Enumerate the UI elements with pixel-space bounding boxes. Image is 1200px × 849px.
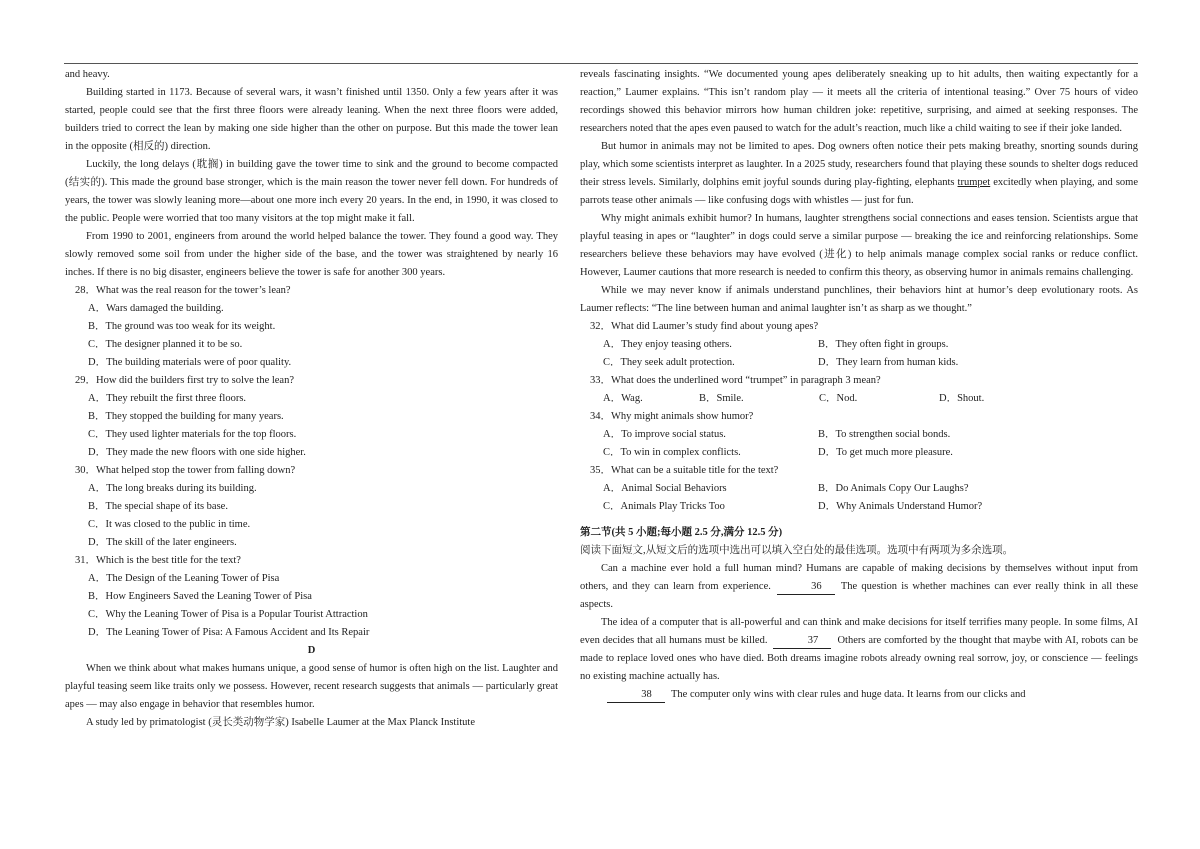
passage-d-paragraph-1: When we think about what makes humans unique, a good sense of humor is often high on the list. Laughter and playful teasing seem like traits only we possess. However, recent research suggests that animals — particularly great apes — may also engage in behavior that resembles humor. [65,663,558,710]
right-column [580,66,1138,704]
question-stem: 28．What was the real reason for the tower’s lean? [75,285,291,296]
option-b: B．They often fight in groups. [818,339,949,350]
cloze-paragraph-2 [580,614,1138,686]
paragraph-text: The idea of a computer that is all-powerful and can think and make decisions for itself terrifies many people. In some films, AI even decides that all humans must be killed. [580,617,1138,646]
option-b: B．To strengthen social bonds. [818,429,951,440]
option-b: B．Smile. [699,393,744,404]
passage-d-paragraph-2-end: reveals fascinating insights. “We documented young apes deliberately sneaking up to hit adults, then waiting expectantly for a reaction,” Laumer explains. “This isn’t random play — it meets all the criteria of intentional teasing.” Over 75 hours of video recordings showed this behavior mirrors how human children joke: repetitive, surprising, and aimed at seeking responses. The researchers noted that the apes even paused to watch for the adult’s reaction, much like a child waiting to see if their joke landed. [580,69,1138,134]
option-b: B．They stopped the building for many years. [88,411,284,422]
paragraph-text: The question is whether machines can ever really think in all these aspects. [580,581,1138,610]
passage-c-paragraph-2: Luckily, the long delays (耽搁) in building gave the tower time to sink and the ground to become compacted (结实的). This made the ground base stronger, which is the main reason the tower never fell down. For hundreds of years, the tower was slowly leaning more—about one more inch every 20 years. In the end, in 1990, it was closed to the public. People were worried that too many visitors at the top might make it fall. [65,159,558,224]
top-rule [64,63,1138,64]
section-2-instructions: 阅读下面短文,从短文后的选项中选出可以填入空白处的最佳选项。选项中有两项为多余选项。 [580,545,1014,556]
option-c: C．Why the Leaning Tower of Pisa is a Popular Tourist Attraction [88,609,368,620]
option-b: B．How Engineers Saved the Leaning Tower of Pisa [88,591,312,602]
question-stem: 33．What does the underlined word “trumpet” in paragraph 3 mean? [590,375,881,386]
question-31 [65,552,558,642]
option-d: D．The skill of the later engineers. [88,537,237,548]
option-d: D．The building materials were of poor quality. [88,357,292,368]
option-a: A．They rebuilt the first three floors. [88,393,247,404]
paragraph-text: The computer only wins with clear rules and huge data. It learns from our clicks and [671,689,1026,700]
question-stem: 34．Why might animals show humor? [590,411,754,422]
question-28 [65,282,558,372]
option-d: D．They made the new floors with one side higher. [88,447,306,458]
option-a: A．Animal Social Behaviors [603,483,727,494]
option-a: A．They enjoy teasing others. [603,339,732,350]
question-35 [580,462,1138,516]
question-stem: 32．What did Laumer’s study find about young apes? [590,321,819,332]
question-stem: 30．What helped stop the tower from falling down? [75,465,296,476]
option-b: B．Do Animals Copy Our Laughs? [818,483,969,494]
passage-d-heading: D [307,645,316,656]
option-c: C．The designer planned it to be so. [88,339,243,350]
option-a: A．The Design of the Leaning Tower of Pisa [88,573,280,584]
option-a: A．The long breaks during its building. [88,483,257,494]
option-d: D．They learn from human kids. [818,357,959,368]
option-c: C．To win in complex conflicts. [603,447,741,458]
passage-d-paragraph-3 [580,138,1138,210]
option-c: C．Animals Play Tricks Too [603,501,725,512]
option-d: D．Shout. [939,393,985,404]
option-a: A．To improve social status. [603,429,726,440]
option-b: B．The special shape of its base. [88,501,228,512]
passage-c-paragraph-1: Building started in 1173. Because of several wars, it wasn’t finished until 1350. Only a few years after it was started, people could see that the first three floors were already leaning. When the next three floors were added, builders tried to correct the lean by making one side higher than the other on purpose. But this made the tower lean in the opposite (相反的) direction. [65,87,558,152]
question-stem: 35．What can be a suitable title for the text? [590,465,779,476]
option-c: C．Nod. [819,393,858,404]
passage-d-paragraph-4: Why might animals exhibit humor? In humans, laughter strengthens social connections and eases tension. Scientists argue that playful teasing in apes or “laughter” in dogs could serve a similar purpose — breaking the ice and reinforcing relationships. Some researchers believe these behaviors may have evolved (进化) to help animals manage complex social ranks or reduce conflict. However, Laumer cautions that more research is needed to confirm this theory, as observing humor in animals remains challenging. [580,213,1138,278]
paragraph-text: Can a machine ever hold a full human mind? Humans are capable of making decisions by themselves without input from others, and they can learn from experience. [580,563,1138,592]
passage-c-paragraph-3: From 1990 to 2001, engineers from around the world helped balance the tower. They found a good way. They slowly removed some soil from under the higher side of the base, and the tower was straightened by nearly 16 inches. If there is no big disaster, engineers believe the tower is safe for another 300 years. [65,231,558,278]
passage-c-fragment: and heavy. [65,69,110,80]
question-30 [65,462,558,552]
section-2-heading: 第二节(共 5 小题;每小题 2.5 分,满分 12.5 分) [580,527,783,538]
question-32 [580,318,1138,372]
question-stem: 31．Which is the best title for the text? [75,555,241,566]
option-a: A．Wag. [603,393,643,404]
paragraph-text: Others are comforted by the thought that maybe with AI, robots can be made to replace loved ones who have died. Both dreams imagine robots already owning real sorrow, joy, or conscience — feelings no existing machine actually has. [580,635,1138,682]
option-a: A．Wars damaged the building. [88,303,224,314]
paragraph-text: But humor in animals may not be limited to apes. Dog owners often notice their pets making breathy, snorting sounds during play, which some scientists interpret as laughter. In a 2025 study, researchers found that playing these sounds to shelter dogs reduced their stress levels. Similarly, dolphins emit joyful sounds during play-fighting, elephants [580,141,1138,188]
question-34 [580,408,1138,462]
option-d: D．To get much more pleasure. [818,447,953,458]
cloze-paragraph-3 [580,686,1138,704]
option-c: C．They seek adult protection. [603,357,735,368]
question-33 [580,372,1138,408]
question-stem: 29．How did the builders first try to solve the lean? [75,375,294,386]
blank-38[interactable]: 38 [607,688,665,703]
blank-37[interactable]: 37 [773,634,831,649]
blank-36[interactable]: 36 [777,580,835,595]
option-c: C．It was closed to the public in time. [88,519,251,530]
passage-d-paragraph-2-start: A study led by primatologist (灵长类动物学家) Isabelle Laumer at the Max Planck Institute [86,717,476,728]
option-d: D．The Leaning Tower of Pisa: A Famous Accident and Its Repair [88,627,370,638]
underlined-word: trumpet [957,177,991,188]
option-b: B．The ground was too weak for its weight. [88,321,276,332]
passage-d-paragraph-5: While we may never know if animals understand punchlines, their behaviors hint at humor’s deep evolutionary roots. As Laumer reflects: “The line between human and animal laughter isn’t as sharp as we thought.” [580,285,1138,314]
option-d: D．Why Animals Understand Humor? [818,501,983,512]
cloze-paragraph-1 [580,560,1138,614]
left-column [65,66,558,732]
question-29 [65,372,558,462]
option-c: C．They used lighter materials for the top floors. [88,429,297,440]
paragraph-text: excitedly when playing, and some parrots tease other animals — like confusing dogs with whistles — just for fun. [580,177,1138,206]
